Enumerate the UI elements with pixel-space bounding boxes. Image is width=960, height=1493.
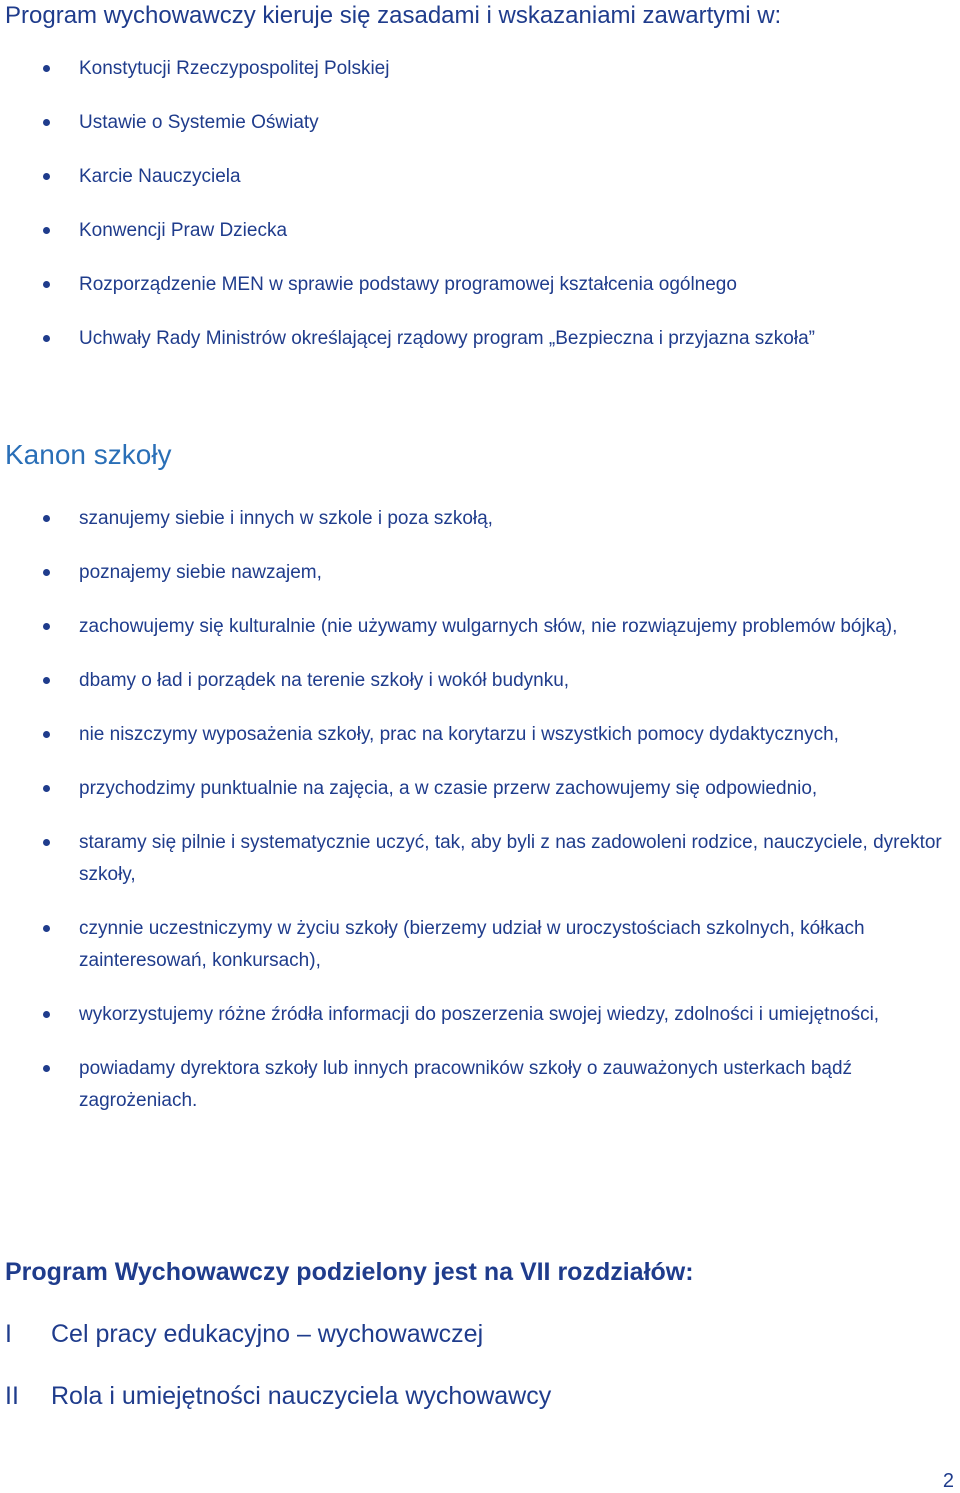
chapter-title: Cel pracy edukacyjno – wychowawczej: [51, 1320, 484, 1348]
list-item-text: poznajemy siebie nawzajem,: [79, 562, 322, 583]
list-item: [0, 218, 940, 272]
list-item-text: powiadamy dyrektora szkoły lub innych pracowników szkoły o zauważonych usterkach bądź zagrożeniach.: [79, 1058, 853, 1111]
list-item: [0, 503, 945, 535]
list-item: [0, 773, 945, 805]
bullet-icon: [43, 623, 50, 630]
list-item: [0, 56, 940, 110]
bullet-icon: [43, 839, 50, 846]
list-item-text: Rozporządzenie MEN w sprawie podstawy programowej kształcenia ogólnego: [79, 274, 737, 295]
bullet-icon: [43, 227, 50, 234]
bullet-icon: [43, 335, 50, 342]
intro-text: Program wychowawczy kieruje się zasadami i wskazaniami zawartymi w:: [5, 2, 782, 29]
list-item: [0, 913, 945, 977]
bullet-icon: [43, 925, 50, 932]
list-item: [0, 999, 945, 1031]
bullet-icon: [43, 1065, 50, 1072]
program-heading: Program Wychowawczy podzielony jest na VII rozdziałów:: [5, 1258, 694, 1286]
list-item: [0, 611, 945, 643]
list-item-text: przychodzimy punktualnie na zajęcia, a w czasie przerw zachowujemy się odpowiednio,: [79, 778, 818, 799]
list-item: [0, 110, 940, 164]
chapter-number: I: [5, 1320, 12, 1348]
list-item-text: dbamy o ład i porządek na terenie szkoły i wokół budynku,: [79, 670, 570, 691]
kanon-list: [0, 503, 945, 1139]
bullet-icon: [43, 119, 50, 126]
list-item: [0, 272, 940, 326]
bullet-icon: [43, 515, 50, 522]
list-item-text: Konwencji Praw Dziecka: [79, 220, 288, 241]
list-item-text: Uchwały Rady Ministrów określającej rządowy program „Bezpieczna i przyjazna szkoła”: [79, 328, 815, 349]
page-number: 2: [942, 1470, 954, 1492]
bullet-icon: [43, 173, 50, 180]
list-item-text: Karcie Nauczyciela: [79, 166, 241, 187]
bullet-icon: [43, 569, 50, 576]
list-item: [0, 827, 945, 891]
list-item: [0, 1053, 945, 1117]
list-item-text: Ustawie o Systemie Oświaty: [79, 112, 319, 133]
list-item: [0, 557, 945, 589]
list-item-text: szanujemy siebie i innych w szkole i poza szkołą,: [79, 508, 493, 529]
chapter-title: Rola i umiejętności nauczyciela wychowawcy: [51, 1382, 552, 1410]
laws-list: [0, 56, 940, 380]
list-item-text: staramy się pilnie i systematycznie uczyć, tak, aby byli z nas zadowoleni rodzice, nauczyciele, dyrektor szkoły,: [79, 832, 942, 885]
list-item: [0, 665, 945, 697]
bullet-icon: [43, 785, 50, 792]
chapter-number: II: [5, 1382, 19, 1410]
bullet-icon: [43, 1011, 50, 1018]
list-item-text: zachowujemy się kulturalnie (nie używamy wulgarnych słów, nie rozwiązujemy problemów bójką),: [79, 616, 898, 637]
bullet-icon: [43, 281, 50, 288]
list-item-text: Konstytucji Rzeczypospolitej Polskiej: [79, 58, 390, 79]
kanon-heading: Kanon szkoły: [5, 439, 172, 470]
list-item-text: nie niszczymy wyposażenia szkoły, prac na korytarzu i wszystkich pomocy dydaktycznych,: [79, 724, 839, 745]
bullet-icon: [43, 731, 50, 738]
list-item: [0, 164, 940, 218]
bullet-icon: [43, 65, 50, 72]
list-item-text: wykorzystujemy różne źródła informacji do poszerzenia swojej wiedzy, zdolności i umiejętności,: [79, 1004, 880, 1025]
list-item: [0, 719, 945, 751]
list-item-text: czynnie uczestniczymy w życiu szkoły (bierzemy udział w uroczystościach szkolnych, kółkach zainteresowań, konkursach),: [79, 918, 865, 971]
bullet-icon: [43, 677, 50, 684]
list-item: [0, 326, 940, 380]
